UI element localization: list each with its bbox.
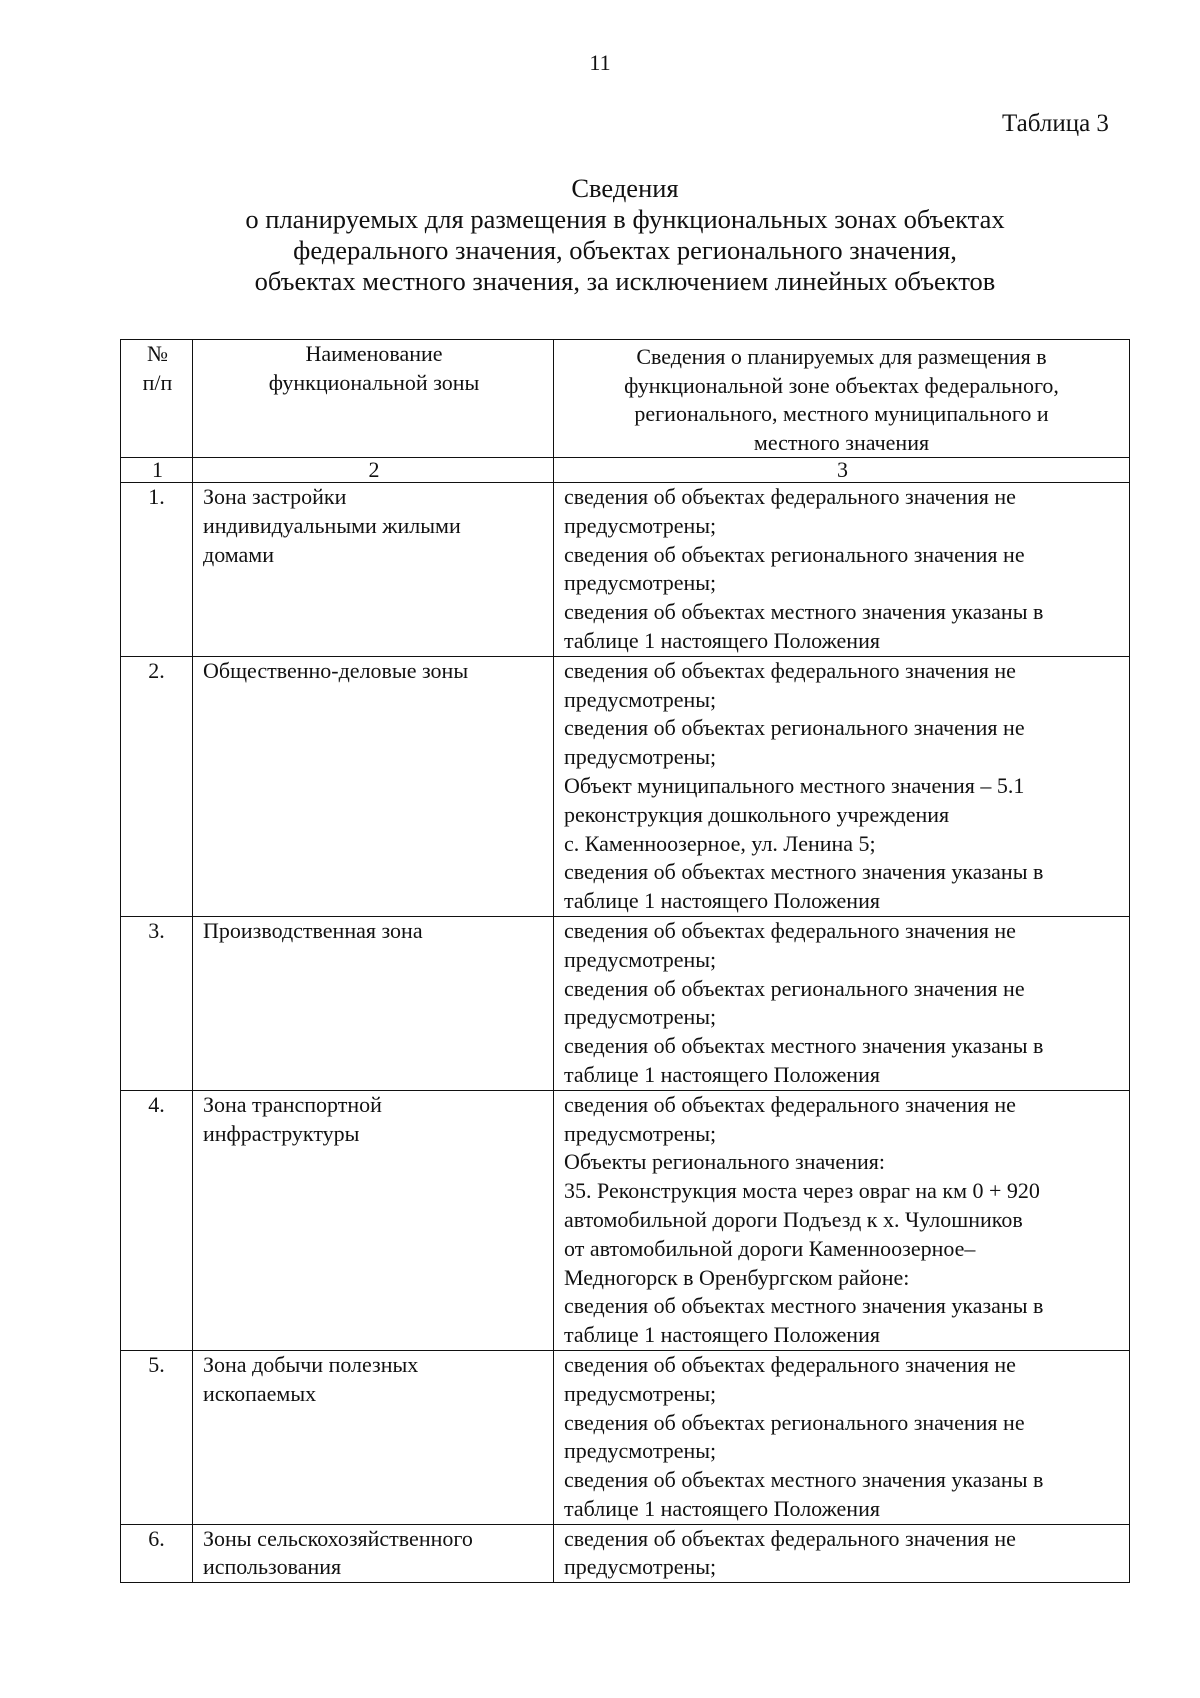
zone-name-cell (193, 1524, 554, 1583)
table-label: Таблица 3 (1002, 110, 1109, 137)
table-row (121, 1350, 1130, 1524)
zone-info-line: предусмотрены; (564, 1438, 717, 1464)
zone-info-line: сведения об объектах местного значения указаны в (564, 1293, 1044, 1319)
zone-name-cell (193, 916, 554, 1090)
table-row (121, 1090, 1130, 1350)
title-line: федерального значения, объектах регионального значения, (293, 235, 957, 265)
zone-info-line: сведения об объектах регионального значения не (564, 541, 1025, 567)
zone-info-line: предусмотрены; (564, 1120, 717, 1146)
page-number: 11 (589, 50, 611, 75)
row-number-text: 2. (148, 657, 165, 683)
zone-info-line: сведения об объектах федерального значения не (564, 657, 1016, 683)
row-number-text: 1. (148, 484, 165, 509)
zone-info-line: сведения об объектах федерального значения не (564, 1091, 1016, 1117)
table-header-row (121, 340, 1130, 458)
row-number (121, 656, 193, 916)
zone-info-line: сведения об объектах регионального значения не (564, 1409, 1025, 1435)
zone-info-line: предусмотрены; (564, 744, 717, 770)
zone-info-cell (554, 1350, 1130, 1524)
row-number (121, 1350, 193, 1524)
header-text: п/п (142, 369, 173, 395)
zone-info-line: сведения об объектах федерального значения не (564, 1351, 1016, 1377)
header-text: регионального, местного муниципального и (634, 401, 1049, 426)
zone-name-cell (193, 656, 554, 916)
table-row (121, 916, 1130, 1090)
zone-info-line: предусмотрены; (564, 1380, 717, 1406)
zone-info-cell (554, 1524, 1130, 1583)
row-number-text: 6. (148, 1525, 165, 1551)
zone-name-line: Зоны сельскохозяйственного (203, 1525, 473, 1551)
zone-info-line: предусмотрены; (564, 946, 717, 972)
header-text: функциональной зоны (268, 369, 480, 395)
zone-name-line: Общественно-деловые зоны (203, 657, 469, 683)
zone-name-line: ископаемых (203, 1380, 317, 1406)
zone-info-line: сведения об объектах местного значения указаны в (564, 599, 1044, 625)
table-row (121, 483, 1130, 657)
zone-info-line: предусмотрены; (564, 1004, 717, 1030)
zone-info-line: предусмотрены; (564, 512, 717, 538)
zones-table (120, 339, 1130, 1583)
zone-info-line: 35. Реконструкция моста через овраг на км 0 + 920 (564, 1178, 1040, 1204)
zone-name-line: Производственная зона (203, 917, 423, 943)
zone-info-line: сведения об объектах местного значения указаны в (564, 1467, 1044, 1493)
zone-info-line: таблице 1 настоящего Положения (564, 888, 880, 914)
zone-info-line: Объекты регионального значения: (564, 1149, 885, 1175)
zone-info-line: сведения об объектах местного значения указаны в (564, 859, 1044, 885)
zone-info-line: сведения об объектах регионального значения не (564, 975, 1025, 1001)
row-number (121, 916, 193, 1090)
table-body (121, 483, 1130, 1583)
zone-info-line: таблице 1 настоящего Положения (564, 627, 880, 653)
zone-name-line: Зона застройки (203, 484, 347, 509)
zone-info-line: сведения об объектах регионального значения не (564, 715, 1025, 741)
zone-name-line: домами (203, 541, 275, 567)
column-index: 3 (554, 458, 1130, 483)
column-index: 1 (121, 458, 193, 483)
title-line: Сведения (571, 173, 679, 203)
zone-info-line: сведения об объектах местного значения указаны в (564, 1033, 1044, 1059)
zone-info-line: Медногорск в Оренбургском районе: (564, 1264, 910, 1290)
header-text: № (147, 341, 168, 366)
zone-name-line: индивидуальными жилыми (203, 512, 461, 538)
document-title (0, 173, 1200, 297)
zone-info-cell (554, 1090, 1130, 1350)
zone-name-line: Зона добычи полезных (203, 1351, 419, 1377)
zone-info-line: таблице 1 настоящего Положения (564, 1061, 880, 1087)
zone-name-line: Зона транспортной (203, 1091, 382, 1117)
row-number-text: 5. (148, 1351, 165, 1377)
table-row (121, 656, 1130, 916)
zone-info-line: предусмотрены; (564, 1554, 717, 1580)
zone-name-cell (193, 1090, 554, 1350)
row-number (121, 483, 193, 657)
zone-name-line: использования (203, 1554, 342, 1580)
zone-info-line: предусмотрены; (564, 686, 717, 712)
zone-info-cell (554, 656, 1130, 916)
zone-info-line: предусмотрены; (564, 570, 717, 596)
zone-info-cell (554, 916, 1130, 1090)
zone-info-line: от автомобильной дороги Каменноозерное– (564, 1235, 976, 1261)
row-number (121, 1090, 193, 1350)
zone-info-line: сведения об объектах федерального значения не (564, 1525, 1016, 1551)
zone-info-line: сведения об объектах федерального значения не (564, 917, 1016, 943)
zone-info-line: реконструкция дошкольного учреждения (564, 801, 950, 827)
row-number (121, 1524, 193, 1583)
zone-info-line: автомобильной дороги Подъезд к х. Чулошников (564, 1206, 1023, 1232)
column-index-row (121, 458, 1130, 483)
header-text: местного значения (753, 429, 930, 455)
zone-info-line: с. Каменноозерное, ул. Ленина 5; (564, 830, 876, 856)
title-line: объектах местного значения, за исключением линейных объектов (254, 266, 996, 296)
zone-info-cell (554, 483, 1130, 657)
header-text: Наименование (305, 341, 443, 366)
zone-info-line: таблице 1 настоящего Положения (564, 1322, 880, 1348)
header-col-zone (193, 340, 554, 458)
zone-info-line: сведения об объектах федерального значения не (564, 484, 1016, 509)
column-index: 2 (193, 458, 554, 483)
zone-name-line: инфраструктуры (203, 1120, 360, 1146)
header-col-info (554, 340, 1130, 458)
title-line: о планируемых для размещения в функциональных зонах объектах (245, 204, 1005, 234)
zone-info-line: таблице 1 настоящего Положения (564, 1495, 880, 1521)
table-row (121, 1524, 1130, 1583)
header-text: Сведения о планируемых для размещения в (636, 344, 1047, 369)
header-col-number (121, 340, 193, 458)
row-number-text: 3. (148, 917, 165, 943)
zone-info-line: Объект муниципального местного значения – 5.1 (564, 772, 1025, 798)
row-number-text: 4. (148, 1091, 165, 1117)
zone-name-cell (193, 483, 554, 657)
header-text: функциональной зоне объектах федерального, (624, 372, 1059, 398)
zone-name-cell (193, 1350, 554, 1524)
